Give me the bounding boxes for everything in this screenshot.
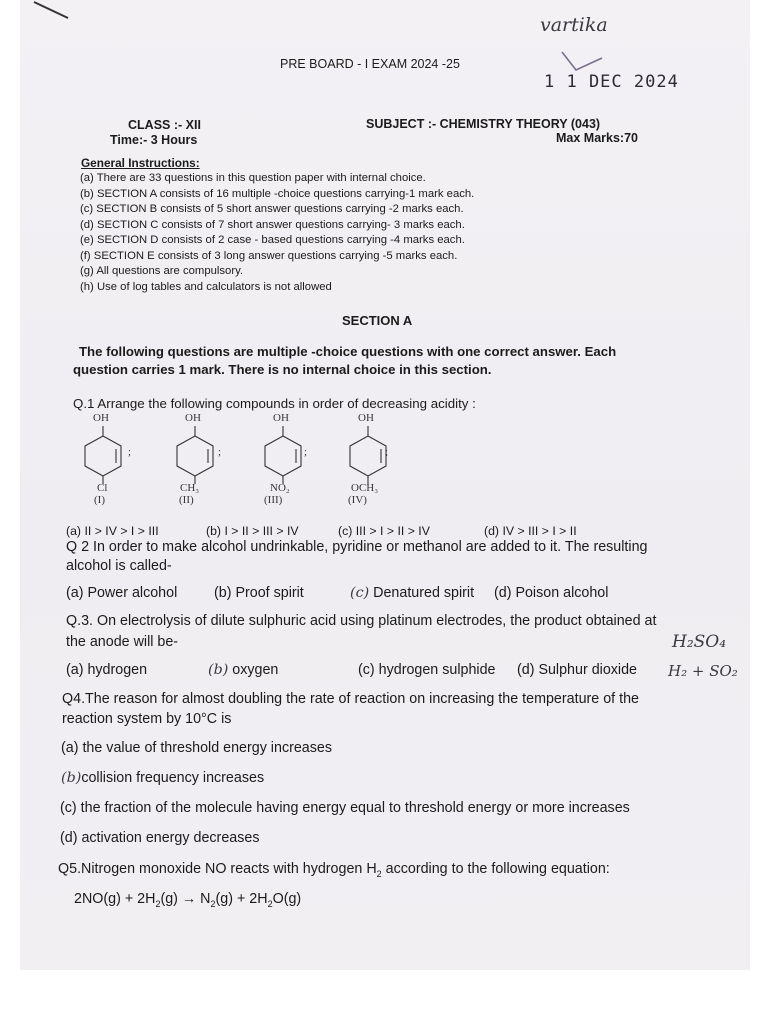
instructions-title: General Instructions: (81, 156, 200, 170)
instruction-item: (c) SECTION B consists of 5 short answer questions carrying -2 marks each. (80, 203, 464, 215)
pen-mark (32, 0, 92, 30)
q2-option-a: (a) Power alcohol (66, 585, 178, 601)
question-3-text: Q.3. On electrolysis of dilute sulphuric acid using platinum electrodes, the product obtained at (66, 613, 657, 629)
q4-option-a: (a) the value of threshold energy increases (61, 740, 332, 756)
marked-answer: (b) (208, 662, 229, 678)
handwritten-note: H₂ + SO₂ (668, 662, 738, 680)
compound-1-top: OH (93, 412, 109, 424)
separator: ; (218, 446, 222, 458)
section-a-title: SECTION A (342, 313, 413, 328)
instruction-item: (a) There are 33 questions in this question paper with internal choice. (80, 172, 426, 184)
compound-2-top: OH (185, 412, 201, 424)
compound-4-label: (IV) (348, 494, 367, 506)
compound-4-substituent: OCH₃ (351, 482, 379, 494)
section-a-intro: The following questions are multiple -choice questions with one correct answer. Each (79, 344, 617, 359)
handwritten-note: H₂SO₄ (672, 632, 727, 652)
separator: ; (128, 446, 132, 458)
question-4-text: reaction system by 10°C is (62, 711, 232, 727)
separator: ; (385, 446, 389, 458)
q2-option-d: (d) Poison alcohol (494, 585, 609, 601)
question-5-text: Q5.Nitrogen monoxide NO reacts with hydrogen $H_2$ according to the following equation: (58, 861, 610, 879)
compound-1-label: (I) (94, 494, 105, 506)
instructions-list (80, 171, 474, 295)
question-1-text: Q.1 Arrange the following compounds in order of decreasing acidity : (73, 396, 476, 411)
class-label: CLASS :- XII (128, 118, 201, 132)
compound-2-substituent: CH₃ (180, 482, 200, 494)
q4-option-d: (d) activation energy decreases (60, 830, 260, 846)
instruction-item: (d) SECTION C consists of 7 short answer questions carrying- 3 marks each. (80, 218, 465, 231)
q1-structures (66, 410, 436, 512)
instruction-item: (f) SECTION E consists of 3 long answer questions carrying -5 marks each. (80, 249, 458, 262)
compound-2-label: (II) (179, 494, 194, 506)
compound-1-substituent: Cl (97, 482, 108, 494)
question-2-text: Q 2 In order to make alcohol undrinkable, pyridine or methanol are added to it. The resulting (66, 539, 648, 555)
q4-option-c: (c) the fraction of the molecule having energy equal to threshold energy or more increases (60, 800, 630, 816)
compound-4-top: OH (358, 412, 374, 424)
compound-3-label: (III) (264, 494, 283, 506)
compound-3-top: OH (273, 412, 289, 424)
subject-label: SUBJECT :- CHEMISTRY THEORY (043) (366, 117, 601, 131)
time-label: Time:- 3 Hours (110, 133, 198, 147)
q2-option-c: (c) Denatured spirit (350, 585, 475, 601)
question-3-text: the anode will be- (66, 634, 179, 650)
q3-option-d: (d) Sulphur dioxide (517, 662, 638, 678)
q1-option-d: (d) IV > III > I > II (484, 524, 577, 538)
instruction-item: (h) Use of log tables and calculators is not allowed (80, 280, 332, 293)
separator: ; (304, 446, 308, 458)
marked-answer: (c) (350, 585, 370, 601)
q1-option-b: (b) I > II > III > IV (206, 524, 299, 538)
instruction-item: (e) SECTION D consists of 2 case - based questions carrying -4 marks each. (80, 234, 465, 246)
q2-option-b: (b) Proof spirit (214, 585, 304, 601)
question-4-text: Q4.The reason for almost doubling the rate of reaction on increasing the temperature of the (62, 691, 639, 707)
compound-3-substituent: NO₂ (270, 482, 290, 494)
exam-title: PRE BOARD - I EXAM 2024 -25 (280, 57, 460, 71)
q1-option-a: (a) II > IV > I > III (66, 524, 159, 538)
instruction-item: (g) All questions are compulsory. (80, 265, 244, 277)
exam-paper (20, 0, 750, 970)
handwritten-signature: vartika (540, 14, 608, 36)
date-stamp: 1 1 DEC 2024 (544, 72, 679, 92)
marked-answer: (b) (61, 770, 82, 786)
q5-equation: $2NO(g) + 2H_2(g) \to N_2(g) + 2H_2O(g)$ (74, 891, 302, 909)
q3-option-c: (c) hydrogen sulphide (358, 662, 496, 678)
section-a-intro: question carries 1 mark. There is no internal choice in this section. (73, 362, 492, 377)
q3-option-a: (a) hydrogen (66, 662, 148, 678)
q3-option-b: (b) oxygen (208, 662, 279, 678)
q1-option-c: (c) III > I > II > IV (338, 524, 430, 538)
question-2-text: alcohol is called- (66, 558, 172, 574)
max-marks: Max Marks:70 (556, 131, 638, 145)
q4-option-b: (b)collision frequency increases (61, 770, 265, 786)
instruction-item: (b) SECTION A consists of 16 multiple -choice questions carrying-1 mark each. (80, 187, 475, 200)
